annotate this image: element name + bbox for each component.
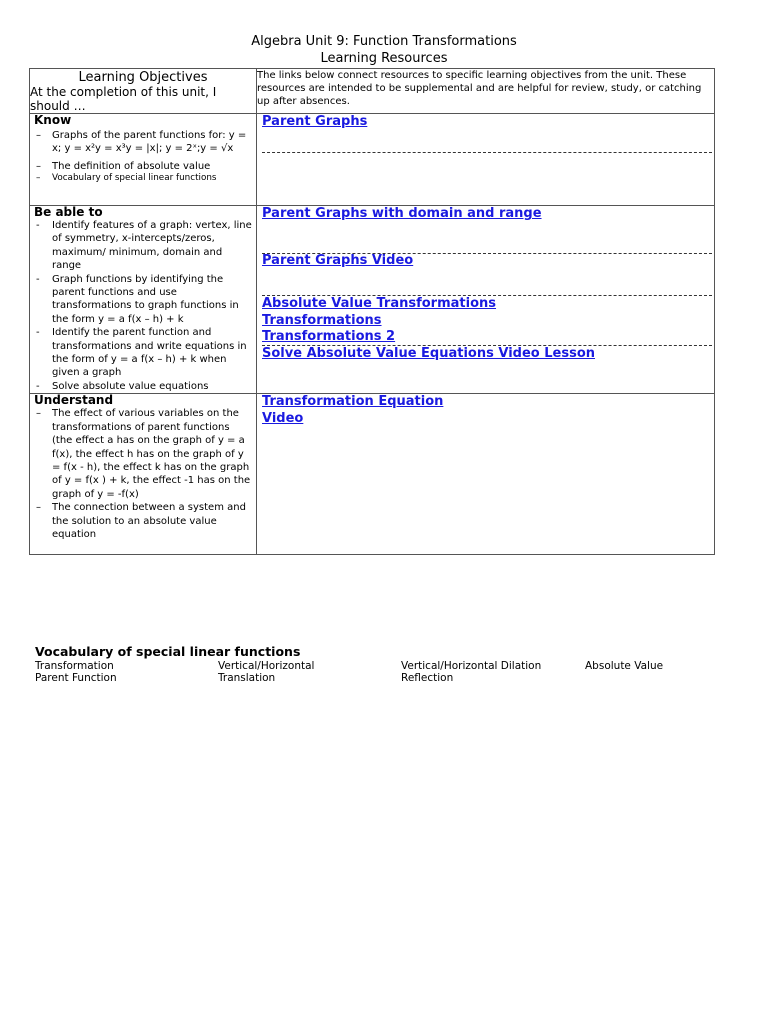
list-item: – Graphs of the parent functions for: y = x; y = x²y = x³y = |x|; y = 2ˣ;y = √x bbox=[36, 130, 247, 155]
vocab-term: Transformation bbox=[35, 660, 114, 672]
section-title-able: Be able to bbox=[34, 205, 103, 219]
link-transformations-2[interactable]: Transformations 2 bbox=[262, 329, 396, 344]
objectives-subtitle: At the completion of this unit, I should … bbox=[30, 85, 217, 113]
understand-cell bbox=[30, 394, 257, 555]
understand-links-cell bbox=[257, 394, 715, 555]
vocab-term: Parent Function bbox=[35, 672, 117, 684]
list-item: - Identify the parent function and transformations and write equations in the form of y = a f(x – h) + k when given a graph bbox=[36, 327, 247, 379]
objectives-header-cell bbox=[30, 69, 257, 114]
able-row bbox=[30, 206, 715, 394]
objectives-title: Learning Objectives bbox=[78, 70, 208, 85]
know-cell bbox=[30, 114, 257, 206]
section-title-understand: Understand bbox=[34, 393, 114, 408]
link-video[interactable]: Video bbox=[262, 411, 304, 427]
list-item: - Identify features of a graph: vertex, line of symmetry, x-intercepts/zeros, maximum/ minimum, domain and range bbox=[36, 220, 252, 272]
link-solve-absolute-value-video[interactable]: Solve Absolute Value Equations Video Lesson bbox=[262, 346, 596, 361]
header-row bbox=[30, 69, 715, 114]
link-parent-graphs-domain-range[interactable]: Parent Graphs with domain and range bbox=[262, 206, 542, 221]
resources-note: The links below connect resources to specific learning objectives from the unit. These resources are intended to be supplemental and are helpful for review, study, or catching up after absences. bbox=[257, 69, 715, 114]
vocab-term: Vertical/Horizontal Dilation bbox=[401, 660, 542, 672]
link-parent-graphs[interactable]: Parent Graphs bbox=[262, 114, 368, 129]
vocab-term: Vertical/Horizontal bbox=[218, 660, 315, 672]
list-item: – The definition of absolute value bbox=[36, 160, 211, 172]
able-list bbox=[30, 219, 256, 393]
know-list bbox=[30, 129, 256, 184]
understand-list bbox=[30, 407, 256, 541]
list-item: - Graph functions by identifying the parent functions and use transformations to graph functions in the form y = a f(x – h) + k bbox=[36, 273, 239, 325]
section-title-know: Know bbox=[34, 113, 72, 127]
link-transformation-equation[interactable]: Transformation Equation bbox=[262, 394, 444, 410]
list-item: - Solve absolute value equations bbox=[36, 380, 209, 392]
know-row bbox=[30, 114, 715, 206]
link-transformations[interactable]: Transformations bbox=[262, 313, 382, 328]
able-cell bbox=[30, 206, 257, 394]
know-links-cell bbox=[257, 114, 715, 206]
list-item: – The effect of various variables on the transformations of parent functions (the effect a has on the graph of y = a f(x), the effect h has on the graph of y = f(x - h), the effect k has on the graph of y = f(x ) + k, the effect -1 has on the graph of y = -f(x) bbox=[36, 408, 251, 500]
document-subtitle: Learning Resources bbox=[320, 51, 448, 66]
document-title: Algebra Unit 9: Function Transformations bbox=[251, 34, 517, 49]
dashed-divider bbox=[262, 152, 712, 153]
able-links-cell bbox=[257, 206, 715, 394]
link-parent-graphs-video[interactable]: Parent Graphs Video bbox=[262, 253, 414, 268]
list-item: – The connection between a system and the solution to an absolute value equation bbox=[36, 502, 246, 540]
vocab-term: Translation bbox=[218, 672, 276, 684]
list-item: – Vocabulary of special linear functions bbox=[36, 173, 217, 184]
vocab-term: Absolute Value bbox=[585, 660, 664, 672]
objectives-table bbox=[29, 68, 715, 555]
vocab-title: Vocabulary of special linear functions bbox=[35, 644, 301, 659]
link-absolute-value-transformations[interactable]: Absolute Value Transformations bbox=[262, 296, 497, 311]
vocab-term: Reflection bbox=[401, 672, 454, 684]
understand-row bbox=[30, 394, 715, 555]
